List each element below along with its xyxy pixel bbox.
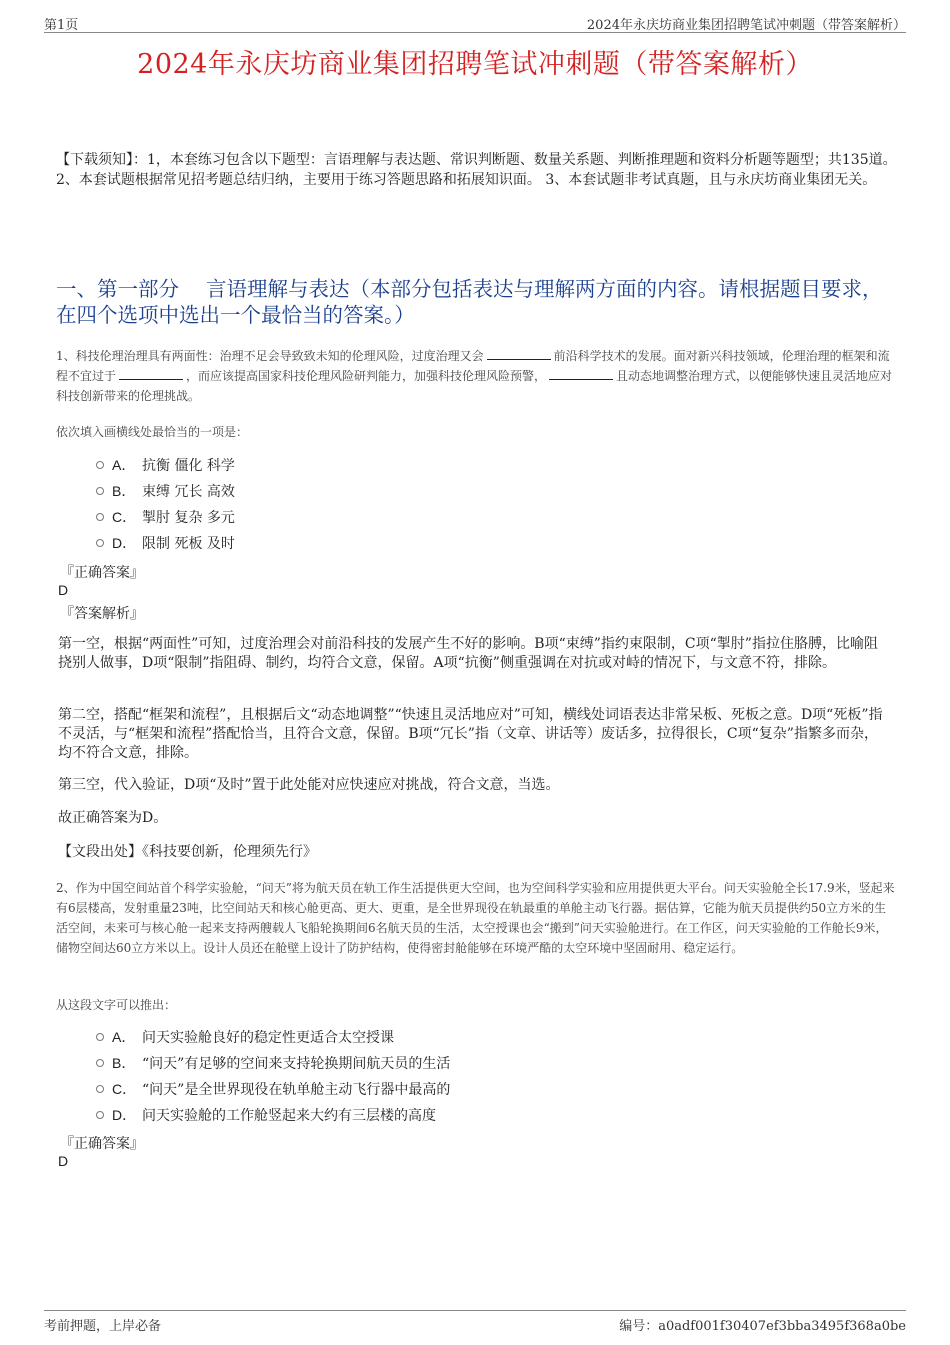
option-a[interactable]: A． 抗衡 僵化 科学	[96, 452, 235, 478]
question-2-prompt: 从这段文字可以推出：	[56, 998, 177, 1012]
fill-blank-3	[549, 367, 613, 380]
radio-icon[interactable]	[96, 1059, 104, 1067]
radio-icon[interactable]	[96, 461, 104, 469]
text-source: 【文段出处】《科技要创新，伦理须先行》	[58, 844, 317, 860]
analysis-conclusion: 故正确答案为D。	[58, 810, 168, 826]
question-2-text: 2、作为中国空间站首个科学实验舱，“问天”将为航天员在轨工作生活提供更大空间，也为空间科学实验和应用提供更大平台。问天实验舱全长17.9米，竖起来有6层楼高，发射重量23吨，比空间站天和核心舱更高、更大、更重，是全世界现役在轨最重的单舱主动飞行器。据估算，它能为航天员提供约50立方米的生活空间，未来可与核心舱一起来支持两艘载人飞船轮换期间6名航天员的生活，太空授课也会“搬到”问天实验舱进行。在工作区，问天实验舱的工作舱长9米，储物空间达60立方米以上。设计人员还在舱壁上设计了防护结构，使得密封舱能够在环境严酷的太空环境中坚固耐用、稳定运行。	[56, 881, 895, 955]
radio-icon[interactable]	[96, 539, 104, 547]
option-b[interactable]: B． “问天”有足够的空间来支持轮换期间航天员的生活	[96, 1050, 450, 1076]
fill-blank-1	[487, 347, 551, 360]
document-code: 编号：a0adf001f30407ef3bba3495f368a0be	[619, 1319, 906, 1334]
document-title: 2024年永庆坊商业集团招聘笔试冲刺题（带答案解析）	[137, 49, 813, 80]
analysis-paragraph-2: 第二空，搭配“框架和流程”，且根据后文“动态地调整”“快速且灵活地应对”可知，横线处词语表达非常呆板、死板之意。D项“死板”指不灵活，与“框架和流程”搭配恰当，且符合文意，保留。B项“冗长”指（文章、讲话等）废话多，拉得很长，C项“复杂”指繁多而杂，均不符合文意，排除。	[58, 707, 883, 761]
option-d[interactable]: D． 限制 死板 及时	[96, 530, 235, 556]
option-c[interactable]: C． 掣肘 复杂 多元	[96, 504, 235, 530]
radio-icon[interactable]	[96, 1085, 104, 1093]
question-2-options	[96, 1024, 450, 1128]
question-1-options	[96, 452, 235, 556]
radio-icon[interactable]	[96, 513, 104, 521]
fill-blank-2	[119, 367, 183, 380]
analysis-paragraph-3: 第三空，代入验证，D项“及时”置于此处能对应快速应对挑战，符合文意，当选。	[58, 777, 560, 793]
option-a[interactable]: A． 问天实验舱良好的稳定性更适合太空授课	[96, 1024, 450, 1050]
running-title: 2024年永庆坊商业集团招聘笔试冲刺题（带答案解析）	[586, 18, 906, 33]
page-number: 第1页	[44, 18, 79, 33]
answer-label: 『正确答案』	[60, 1136, 144, 1152]
download-notice: 【下载须知】：1，本套练习包含以下题型：言语理解与表达题、常识判断题、数量关系题、判断推理题和资料分析题等题型；共135道。 2、本套试题根据常见招考题总结归纳，主要用于练习答题思路和拓展知识面。 3、本套试题非考试真题，且与永庆坊商业集团无关。	[56, 152, 897, 188]
analysis-paragraph-1: 第一空，根据“两面性”可知，过度治理会对前沿科技的发展产生不好的影响。B项“束缚”指约束限制，C项“掣肘”指拉住胳膊，比喻阻挠别人做事，D项“限制”指阻碍、制约，均符合文意，保留。A项“抗衡”侧重强调在对抗或对峙的情况下，与文意不符，排除。	[58, 636, 878, 671]
page-footer	[44, 1310, 906, 1333]
option-c[interactable]: C． “问天”是全世界现役在轨单舱主动飞行器中最高的	[96, 1076, 450, 1102]
answer-label: 『正确答案』	[60, 565, 144, 581]
answer-value: D	[58, 1153, 69, 1169]
section-title: 一、第一部分 言语理解与表达（本部分包括表达与理解两方面的内容。请根据题目要求，在四个选项中选出一个最恰当的答案。）	[56, 277, 883, 327]
radio-icon[interactable]	[96, 487, 104, 495]
option-d[interactable]: D． 问天实验舱的工作舱竖起来大约有三层楼的高度	[96, 1102, 450, 1128]
analysis-label: 『答案解析』	[60, 606, 144, 622]
radio-icon[interactable]	[96, 1111, 104, 1119]
footer-slogan: 考前押题，上岸必备	[44, 1319, 162, 1334]
radio-icon[interactable]	[96, 1033, 104, 1041]
answer-value: D	[58, 582, 69, 598]
question-1-prompt: 依次填入画横线处最恰当的一项是：	[56, 425, 249, 439]
question-1-text: 1、科技伦理治理具有两面性：治理不足会导致致未知的伦理风险，过度治理又会 前沿科学技术的发展。面对新兴科技领域，伦理治理的框架和流程不宜过于 ，而应该提高国家科技伦理风险研判能力，加强科技伦理风险预警， 且动态地调整治理方式，以便能够快速且灵活地应对科技创新带来的伦理挑战。	[56, 349, 893, 403]
option-b[interactable]: B． 束缚 冗长 高效	[96, 478, 235, 504]
page-header	[44, 10, 906, 33]
